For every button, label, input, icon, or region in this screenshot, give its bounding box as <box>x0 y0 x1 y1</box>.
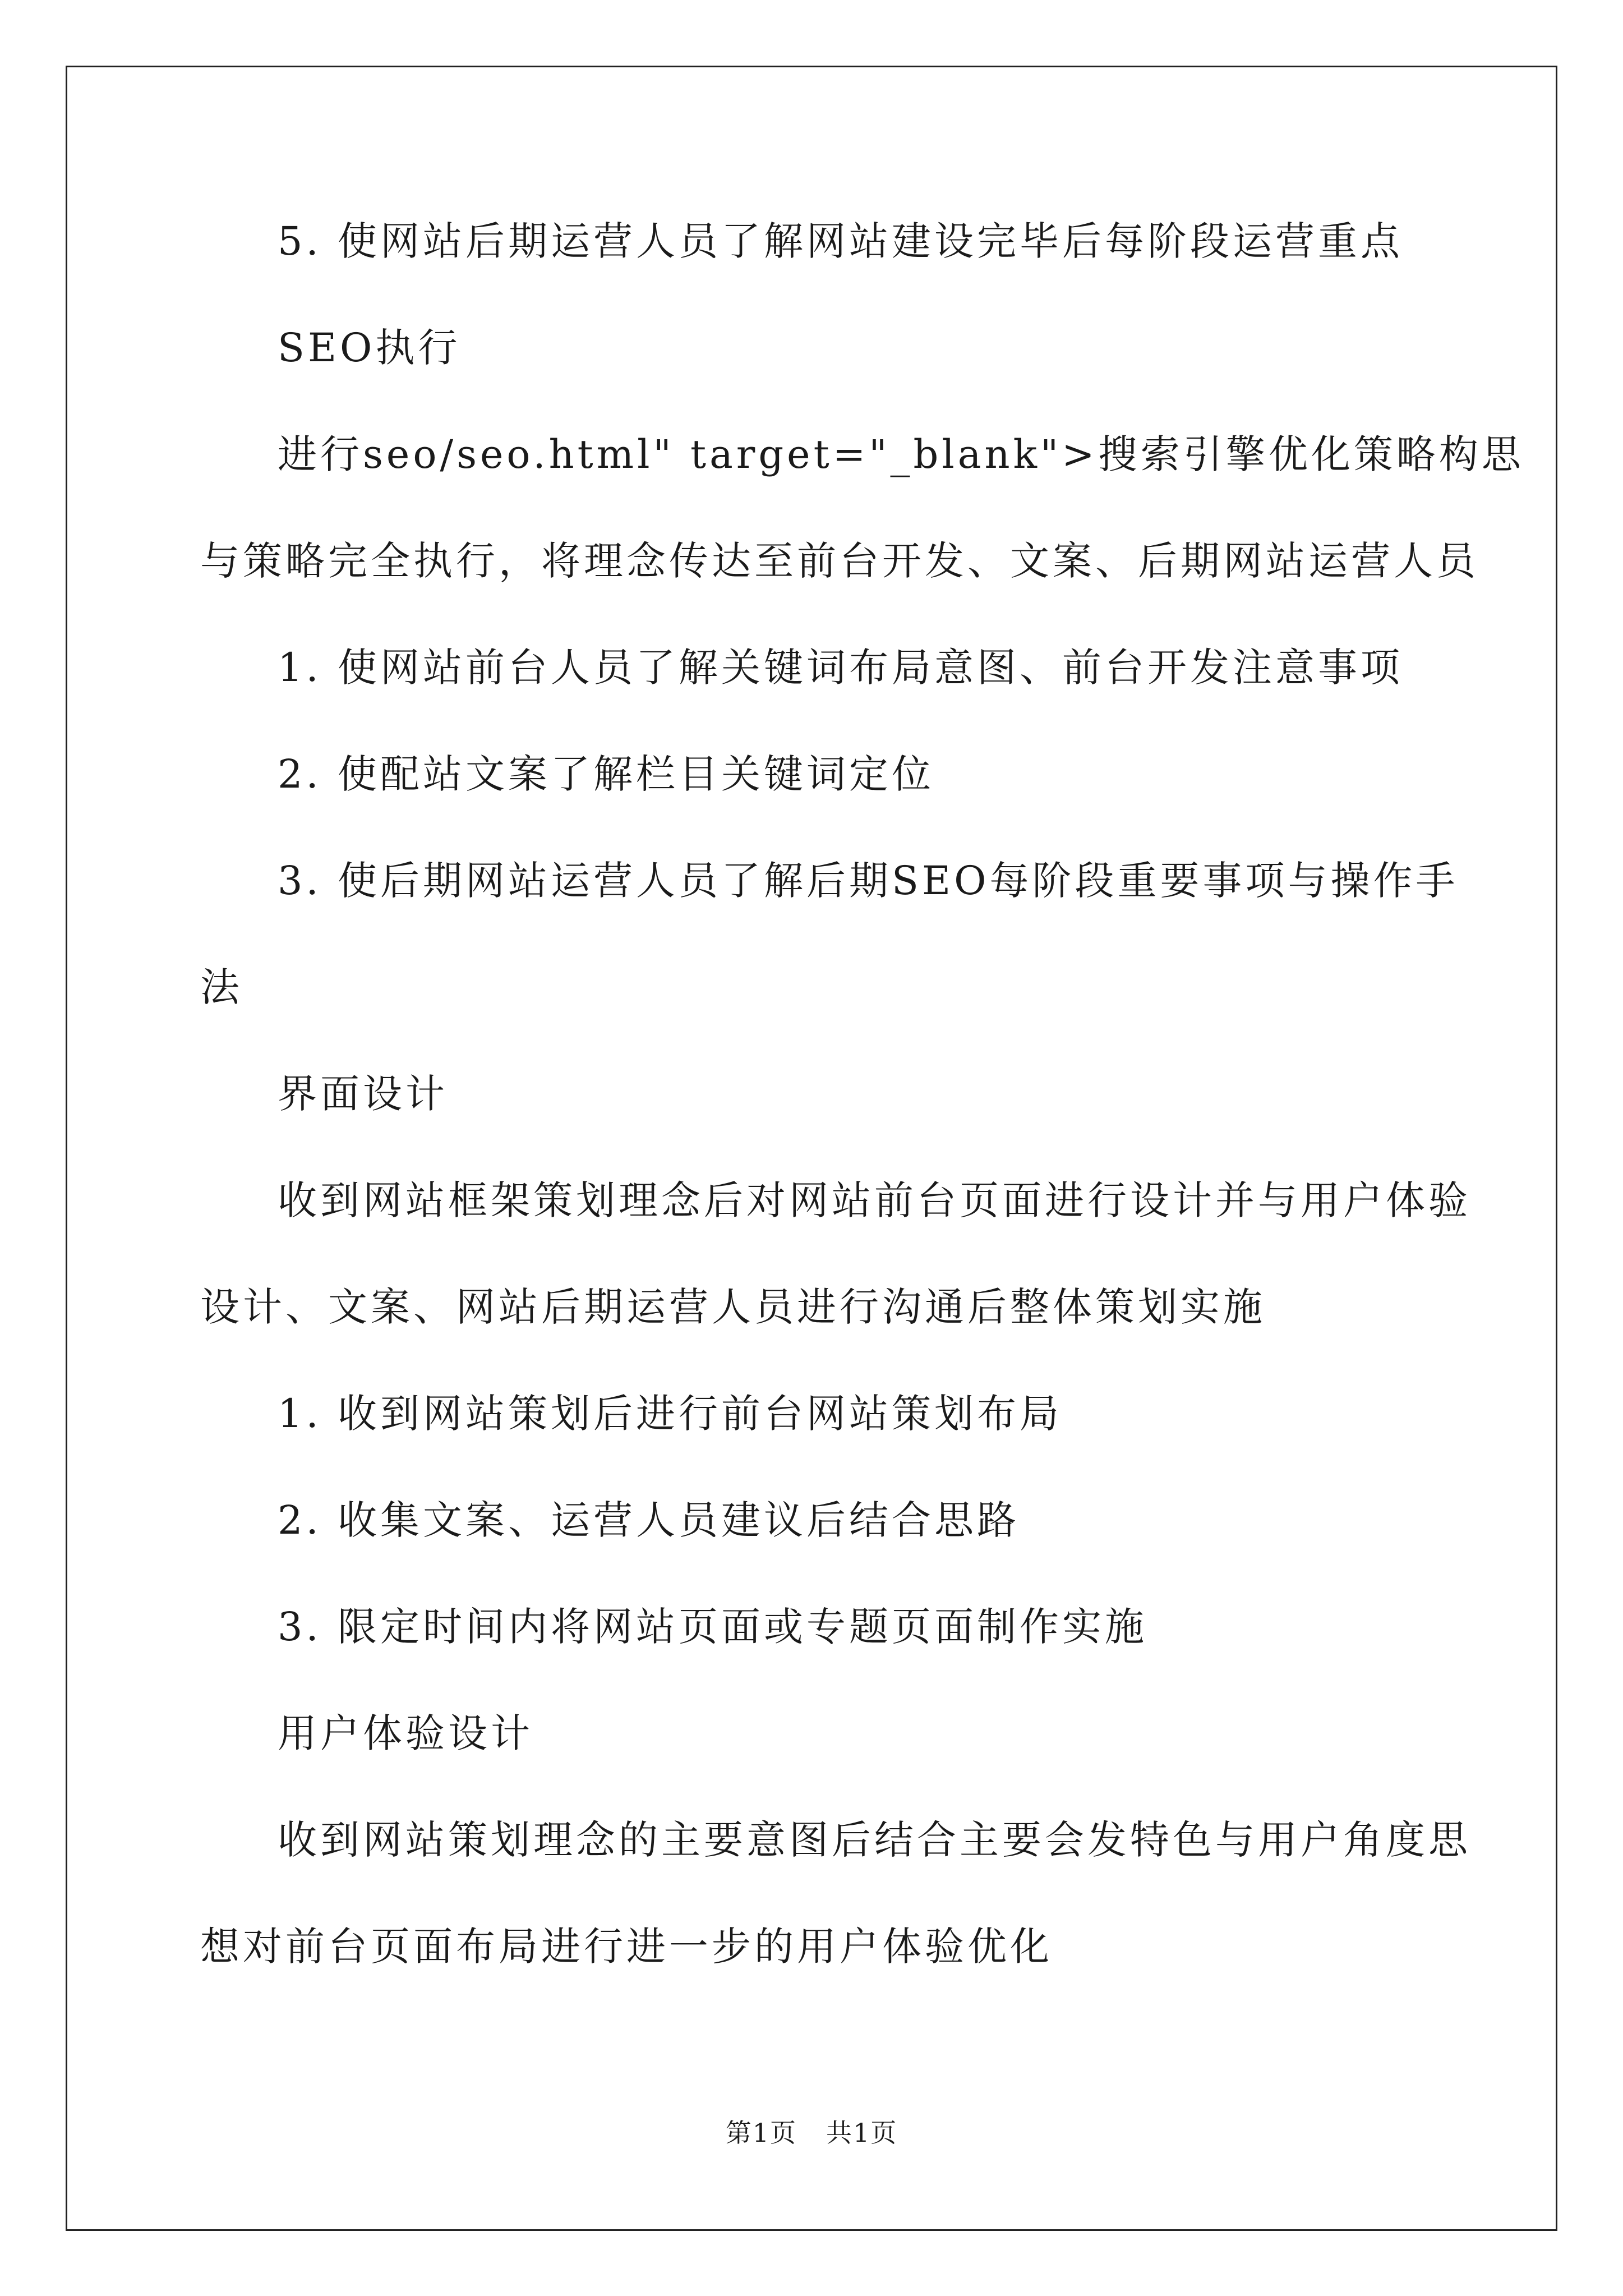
paragraph-ux-line-1: 收到网站策划理念的主要意图后结合主要会发特色与用户角度思 <box>278 1817 1471 1863</box>
page-number-current: 第1页 <box>725 2118 797 2148</box>
list-item-5-operations: 5. 使网站后期运营人员了解网站建设完毕后每阶段运营重点 <box>278 218 1404 264</box>
list-item-2-copywriting: 2. 使配站文案了解栏目关键词定位 <box>278 751 935 797</box>
heading-ux-design: 用户体验设计 <box>278 1710 533 1756</box>
list-item-1-frontend: 1. 使网站前台人员了解关键词布局意图、前台开发注意事项 <box>278 645 1404 691</box>
list-item-1-layout: 1. 收到网站策划后进行前台网站策划布局 <box>278 1391 1063 1437</box>
paragraph-ux-line-2: 想对前台页面布局进行进一步的用户体验优化 <box>200 1924 1053 1970</box>
heading-seo: SEO执行 <box>278 325 461 371</box>
list-item-3-seo-line-1: 3. 使后期网站运营人员了解后期SEO每阶段重要事项与操作手 <box>278 858 1459 904</box>
list-item-3-deadline: 3. 限定时间内将网站页面或专题页面制作实施 <box>278 1604 1148 1650</box>
list-item-2-suggestions: 2. 收集文案、运营人员建议后结合思路 <box>278 1497 1020 1543</box>
page-footer <box>0 2116 1623 2150</box>
list-item-3-seo-line-2: 法 <box>200 964 243 1010</box>
paragraph-seo-line-2: 与策略完全执行，将理念传达至前台开发、文案、后期网站运营人员 <box>200 538 1479 584</box>
heading-interface-design: 界面设计 <box>278 1071 448 1117</box>
paragraph-interface-line-1: 收到网站框架策划理念后对网站前台页面进行设计并与用户体验 <box>278 1177 1471 1223</box>
paragraph-seo-line-1: 进行seo/seo.html" target="_blank">搜索引擎优化策略构思 <box>278 431 1524 477</box>
page-border <box>66 66 1557 2231</box>
page-number-total: 共1页 <box>826 2118 898 2148</box>
paragraph-interface-line-2: 设计、文案、网站后期运营人员进行沟通后整体策划实施 <box>200 1284 1266 1330</box>
